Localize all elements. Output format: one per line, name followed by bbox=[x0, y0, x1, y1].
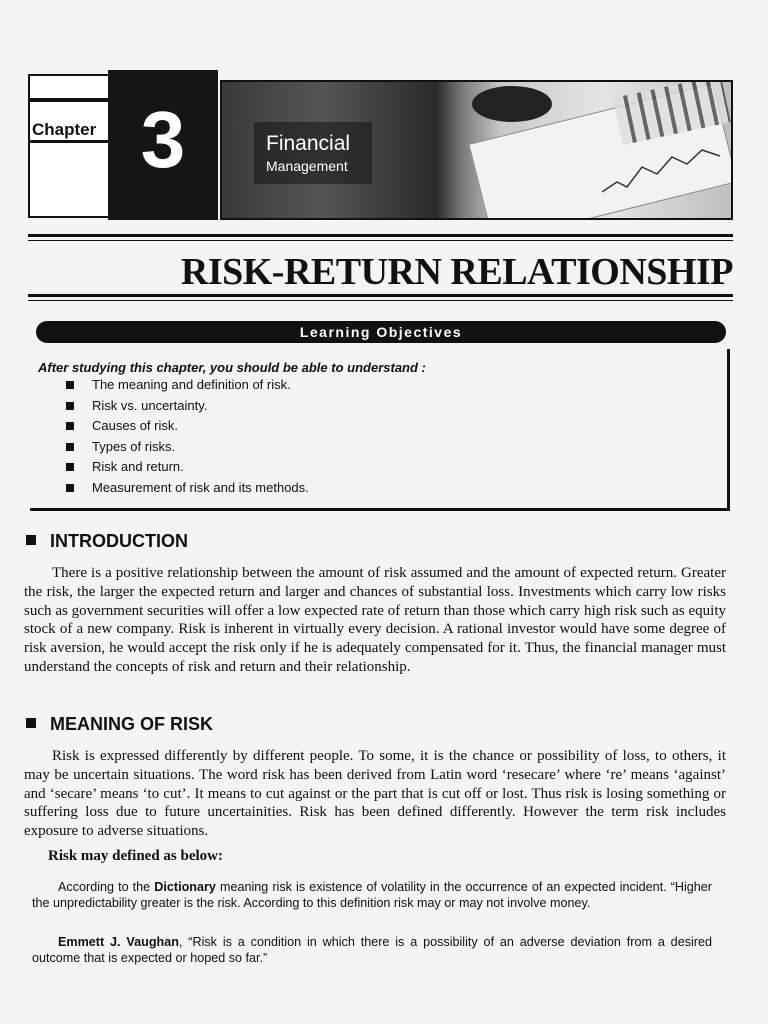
definition-text: , “Risk is a condition in which there is a possibility of an adverse deviation from a desired outcome that is expected or hoped so far.” bbox=[32, 935, 712, 965]
chapter-label: Chapter bbox=[32, 120, 97, 139]
definition-vaughan bbox=[32, 935, 712, 966]
introduction-paragraph: There is a positive relationship between the amount of risk assumed and the amount of expected return. Greater the risk, the larger the expected return and larger and chances of substantial loss. Investments which carry low risks such as government securities will offer a low expected rate of return than those which carry high risk such as equity stock of a new company. Risk is inherent in virtually every decision. A rational investor would have some degree of risk aversion, he would accept the risk only if he is adequately compensated for it. Thus, the financial manager must understand the concepts of risk and return and their relationship. bbox=[24, 565, 726, 675]
bullet-square bbox=[26, 535, 36, 545]
title-rule-top-thin bbox=[28, 240, 733, 241]
title-rule-bottom-thin bbox=[28, 300, 733, 301]
bullet-square bbox=[26, 718, 36, 728]
title-rule-top bbox=[28, 234, 733, 237]
definition-dictionary bbox=[32, 880, 712, 911]
chapter-number: 3 bbox=[140, 95, 186, 184]
list-item: Measurement of risk and its methods. bbox=[64, 478, 309, 499]
chapter-banner bbox=[28, 70, 733, 220]
definition-prefix: According to the bbox=[58, 880, 155, 894]
chapter-label-rule bbox=[30, 98, 110, 102]
learning-objectives-intro: After studying this chapter, you should be able to understand : bbox=[38, 360, 426, 375]
learning-objectives-bar bbox=[36, 321, 726, 343]
chapter-label-rule bbox=[30, 140, 110, 143]
meaning-of-risk-heading bbox=[26, 714, 213, 735]
meaning-of-risk-paragraph: Risk is expressed differently by different people. To some, it is the chance or possibility of loss, to others, it may be uncertain situations. The word risk has been derived from Latin word ‘resecare’ where ‘re’ means ‘against’ and ‘secare’ means ‘to cut’. It means to cut against or the part that is cut off or lost. Thus risk is losing something or suffering loss due to future uncertainities. Risk has been defined differently. However the term risk includes exposure to adverse situations. bbox=[24, 748, 726, 840]
list-item: Causes of risk. bbox=[64, 416, 309, 437]
list-item: Types of risks. bbox=[64, 437, 309, 458]
definition-source: Dictionary bbox=[154, 880, 216, 894]
chapter-label-box bbox=[28, 74, 110, 218]
list-item: The meaning and definition of risk. bbox=[64, 375, 309, 396]
photo-chart-line bbox=[602, 142, 722, 202]
banner-text-management: Management bbox=[266, 158, 348, 174]
title-rule-bottom bbox=[28, 294, 733, 297]
list-item: Risk vs. uncertainty. bbox=[64, 396, 309, 417]
banner-text-financial: Financial bbox=[266, 132, 351, 155]
definition-text: meaning risk is existence of volatility in the occurrence of an expected incident. “Higher the unpredictability greater is the risk. According to this definition risk may or may not involve money. bbox=[32, 880, 713, 910]
meaning-of-risk-heading-text: MEANING OF RISK bbox=[50, 714, 214, 734]
learning-objectives-list bbox=[64, 375, 309, 498]
list-item: Risk and return. bbox=[64, 457, 309, 478]
learning-objectives-heading: Learning Objectives bbox=[299, 324, 463, 340]
introduction-heading-text: INTRODUCTION bbox=[50, 531, 188, 551]
chapter-number-box bbox=[108, 70, 218, 220]
definitions-subheading: Risk may defined as below: bbox=[48, 848, 224, 864]
photo-object bbox=[472, 86, 552, 122]
banner-photo bbox=[220, 80, 733, 220]
definition-source: Emmett J. Vaughan bbox=[58, 935, 179, 949]
chapter-title: RISK-RETURN RELATIONSHIP bbox=[180, 251, 733, 293]
introduction-heading bbox=[26, 531, 188, 552]
